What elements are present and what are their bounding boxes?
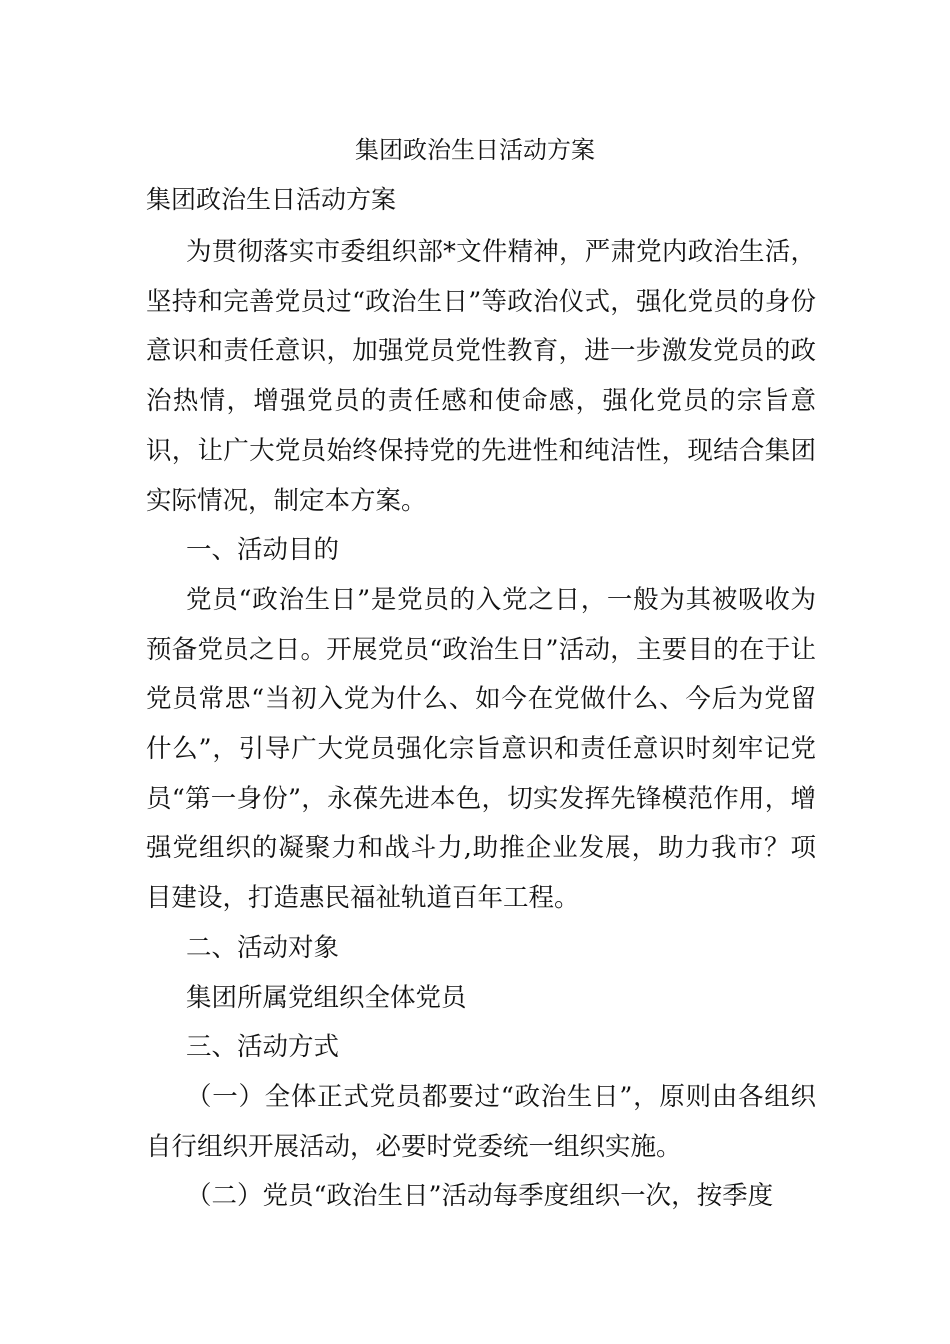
method-item-2: （二）党员“政治生日”活动每季度组织一次，按季度 <box>186 1181 774 1212</box>
document-body <box>146 228 816 1222</box>
purpose-paragraph: 党员“政治生日”是党员的入党之日，一般为其被吸收为预备党员之日。开展党员“政治生日”活动，主要目的在于让党员常思“当初入党为什么、如今在党做什么、今后为党留什么”，引导广大党员强化宗旨意识和责任意识时刻牢记党员“第一身份”，永葆先进本色，切实发挥先锋模范作用，增强党组织的凝聚力和战斗力,助推企业发展，助力我市？项目建设，打造惠民福祉轨道百年工程。 <box>146 584 816 914</box>
section-heading-purpose: 一、活动目的 <box>186 535 340 566</box>
method-item-1: （一）全体正式党员都要过“政治生日”，原则由各组织自行组织开展活动，必要时党委统一组织实施。 <box>146 1081 816 1162</box>
intro-paragraph: 为贯彻落实市委组织部*文件精神，严肃党内政治生活，坚持和完善党员过“政治生日”等政治仪式，强化党员的身份意识和责任意识，加强党员党性教育，进一步激发党员的政治热情，增强党员的责任感和使命感，强化党员的宗旨意识，让广大党员始终保持党的先进性和纯洁性，现结合集团实际情况，制定本方案。 <box>146 237 816 516</box>
document-title: 集团政治生日活动方案 <box>355 136 595 164</box>
document-subtitle: 集团政治生日活动方案 <box>146 185 397 214</box>
section-heading-method: 三、活动方式 <box>186 1032 340 1063</box>
target-paragraph: 集团所属党组织全体党员 <box>186 982 467 1013</box>
section-heading-target: 二、活动对象 <box>186 932 340 963</box>
